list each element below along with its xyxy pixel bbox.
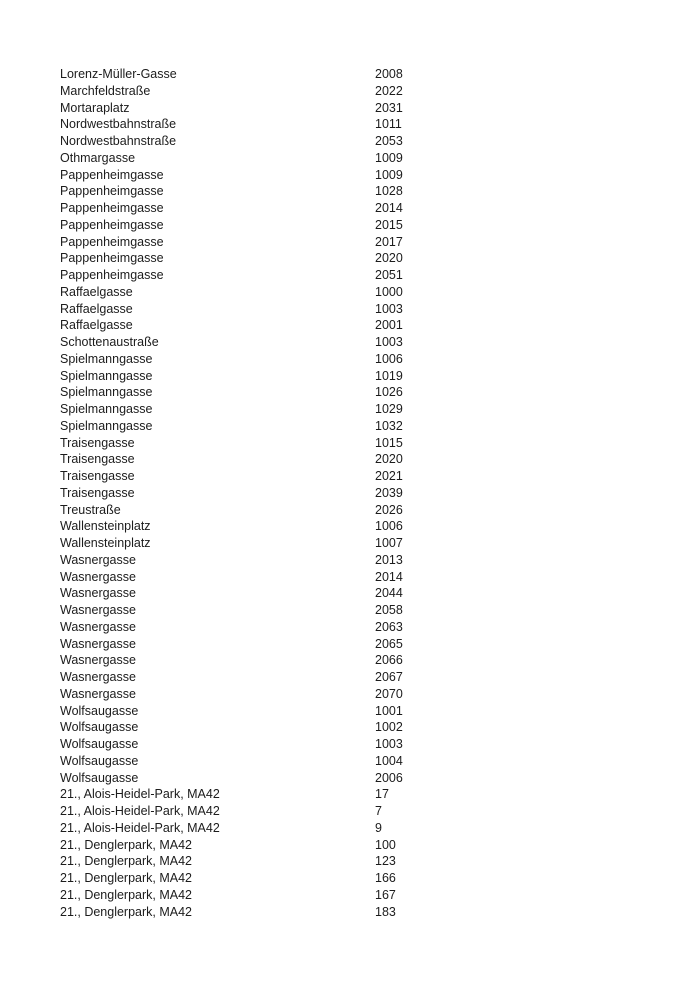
street-name: Spielmanngasse: [60, 368, 153, 383]
street-name: Raffaelgasse: [60, 318, 133, 333]
list-row: [60, 66, 660, 83]
street-name: Wasnergasse: [60, 636, 136, 651]
street-name: Wasnergasse: [60, 569, 136, 584]
street-number: 2013: [375, 552, 403, 567]
street-name: Wasnergasse: [60, 603, 136, 617]
street-name: Mortaraplatz: [60, 100, 130, 115]
street-name: Wolfsaugasse: [60, 753, 139, 768]
street-name: Raffaelgasse: [60, 284, 133, 299]
street-name: Wolfsaugasse: [60, 703, 139, 718]
list-row: [60, 384, 660, 401]
street-number: 2017: [375, 234, 403, 249]
street-number: 2067: [375, 670, 403, 684]
street-number: 2001: [375, 318, 403, 333]
street-name: Lorenz-Müller-Gasse: [60, 67, 177, 81]
list-row: [60, 133, 660, 150]
street-name: Wasnergasse: [60, 686, 136, 701]
street-number: 2008: [375, 67, 403, 81]
street-number: 1006: [375, 519, 403, 534]
street-name: 21., Denglerpark, MA42: [60, 854, 193, 869]
street-number: 2058: [375, 603, 403, 617]
street-number: 9: [375, 820, 382, 835]
street-number: 2021: [375, 469, 403, 483]
street-name: Wasnergasse: [60, 586, 136, 601]
street-number: 1001: [375, 703, 403, 718]
street-number: 2020: [375, 452, 403, 467]
street-name: Pappenheimgasse: [60, 217, 164, 232]
list-row: [60, 552, 660, 569]
street-number: 1009: [375, 167, 403, 182]
street-name: Wallensteinplatz: [60, 519, 151, 534]
street-name: Pappenheimgasse: [60, 201, 164, 215]
street-number: 2031: [375, 100, 403, 115]
list-row: [60, 719, 660, 736]
street-name: Pappenheimgasse: [60, 268, 164, 282]
street-number: 2063: [375, 619, 403, 634]
street-number: 2022: [375, 83, 403, 98]
list-row: [60, 167, 660, 184]
list-row: [60, 100, 660, 117]
list-row: [60, 334, 660, 351]
street-number: 1009: [375, 150, 403, 165]
street-name: Pappenheimgasse: [60, 167, 164, 182]
list-row: [60, 217, 660, 234]
list-row: [60, 887, 660, 904]
street-name: Traisengasse: [60, 452, 135, 467]
street-number: 1011: [375, 117, 402, 132]
list-row: [60, 267, 660, 284]
list-row: [60, 652, 660, 669]
list-row: [60, 116, 660, 133]
street-number: 123: [375, 854, 396, 869]
street-name: Nordwestbahnstraße: [60, 134, 177, 148]
street-name: 21., Alois-Heidel-Park, MA42: [60, 787, 220, 802]
street-number: 100: [375, 837, 396, 852]
street-number: 2066: [375, 653, 403, 668]
list-row: [60, 150, 660, 167]
list-row: [60, 535, 660, 552]
list-row: [60, 753, 660, 770]
list-row: [60, 468, 660, 485]
street-name: Schottenaustraße: [60, 335, 159, 349]
street-name: Spielmanngasse: [60, 418, 153, 433]
street-number: 2026: [375, 502, 403, 517]
street-name: Wasnergasse: [60, 619, 136, 634]
list-row: [60, 250, 660, 267]
street-name: Wolfsaugasse: [60, 720, 139, 735]
street-number: 2014: [375, 569, 403, 584]
street-number: 1002: [375, 720, 403, 735]
street-name: Othmargasse: [60, 150, 136, 165]
street-number: 2014: [375, 201, 403, 215]
street-number: 17: [375, 787, 389, 802]
list-row: [60, 435, 660, 452]
list-row: [60, 803, 660, 820]
list-row: [60, 351, 660, 368]
list-row: [60, 669, 660, 686]
list-row: [60, 368, 660, 385]
list-row: [60, 770, 660, 787]
street-name: Pappenheimgasse: [60, 251, 164, 266]
street-number: 1026: [375, 385, 403, 400]
street-name: 21., Denglerpark, MA42: [60, 871, 193, 885]
street-name: Wolfsaugasse: [60, 737, 139, 751]
street-name: Wasnergasse: [60, 552, 136, 567]
list-row: [60, 317, 660, 334]
list-row: [60, 602, 660, 619]
list-row: [60, 904, 660, 921]
street-number: 1003: [375, 737, 403, 751]
street-number: 2053: [375, 134, 403, 148]
street-number: 183: [375, 904, 396, 919]
street-name: Raffaelgasse: [60, 301, 133, 316]
list-row: [60, 200, 660, 217]
list-row: [60, 485, 660, 502]
street-name: Treustraße: [60, 502, 121, 517]
street-number: 1029: [375, 402, 403, 416]
street-number: 2044: [375, 586, 403, 601]
street-number: 166: [375, 871, 396, 885]
street-number: 1000: [375, 284, 403, 299]
street-number: 1004: [375, 753, 403, 768]
list-row: [60, 853, 660, 870]
list-row: [60, 401, 660, 418]
list-row: [60, 736, 660, 753]
street-number: 2065: [375, 636, 403, 651]
street-number: 1006: [375, 351, 403, 366]
street-name: Nordwestbahnstraße: [60, 117, 177, 132]
street-number: 2020: [375, 251, 403, 266]
list-row: [60, 183, 660, 200]
street-name: Spielmanngasse: [60, 402, 153, 416]
street-name: 21., Alois-Heidel-Park, MA42: [60, 804, 220, 818]
list-row: [60, 786, 660, 803]
street-name: Marchfeldstraße: [60, 83, 151, 98]
street-name: 21., Denglerpark, MA42: [60, 837, 193, 852]
street-number: 2070: [375, 686, 403, 701]
street-list: [60, 66, 660, 920]
street-name: Traisengasse: [60, 485, 135, 500]
street-number: 2051: [375, 268, 403, 282]
list-row: [60, 870, 660, 887]
street-name: Wasnergasse: [60, 653, 136, 668]
street-name: Wolfsaugasse: [60, 770, 139, 785]
street-number: 1032: [375, 418, 403, 433]
list-row: [60, 301, 660, 318]
list-row: [60, 820, 660, 837]
street-name: Pappenheimgasse: [60, 234, 164, 249]
list-row: [60, 619, 660, 636]
street-number: 1028: [375, 184, 403, 199]
street-name: Pappenheimgasse: [60, 184, 164, 199]
list-row: [60, 686, 660, 703]
street-name: Spielmanngasse: [60, 385, 153, 400]
list-row: [60, 585, 660, 602]
street-name: Spielmanngasse: [60, 351, 153, 366]
street-number: 7: [375, 804, 382, 818]
list-row: [60, 703, 660, 720]
list-row: [60, 636, 660, 653]
street-number: 1003: [375, 301, 403, 316]
list-row: [60, 569, 660, 586]
street-number: 2015: [375, 217, 403, 232]
street-name: Traisengasse: [60, 469, 135, 483]
street-number: 1007: [375, 536, 403, 550]
list-row: [60, 451, 660, 468]
list-row: [60, 234, 660, 251]
street-number: 2006: [375, 770, 403, 785]
list-row: [60, 518, 660, 535]
street-number: 167: [375, 887, 396, 902]
street-name: 21., Denglerpark, MA42: [60, 904, 193, 919]
street-number: 1019: [375, 368, 403, 383]
list-row: [60, 418, 660, 435]
street-name: 21., Alois-Heidel-Park, MA42: [60, 820, 220, 835]
street-number: 2039: [375, 485, 403, 500]
list-row: [60, 284, 660, 301]
street-name: Wasnergasse: [60, 670, 136, 684]
list-row: [60, 837, 660, 854]
street-name: Traisengasse: [60, 435, 135, 450]
street-number: 1003: [375, 335, 403, 349]
street-name: 21., Denglerpark, MA42: [60, 887, 193, 902]
street-name: Wallensteinplatz: [60, 536, 151, 550]
list-row: [60, 83, 660, 100]
street-number: 1015: [375, 435, 403, 450]
list-row: [60, 502, 660, 519]
